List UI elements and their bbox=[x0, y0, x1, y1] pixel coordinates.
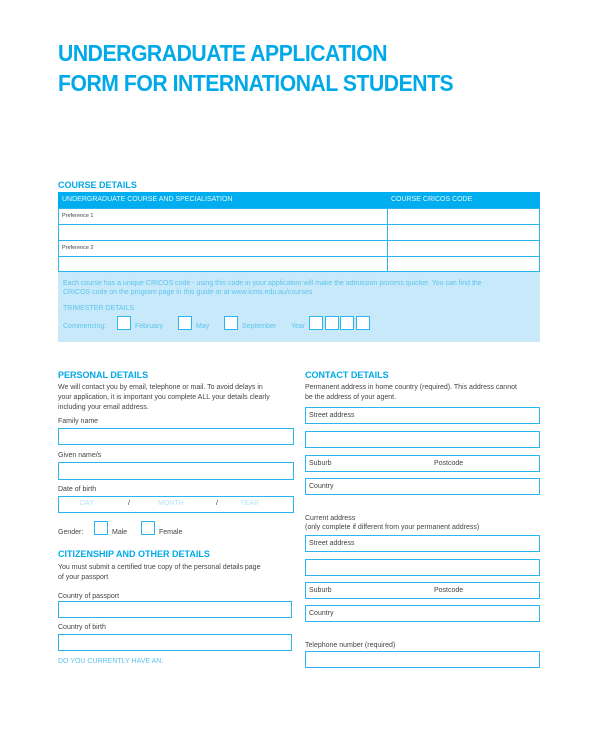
preference-1-course[interactable] bbox=[58, 208, 388, 225]
postcode-label: Postcode bbox=[434, 460, 464, 467]
given-names-label: Given name/s bbox=[58, 452, 102, 459]
gender-label: Gender: bbox=[58, 529, 84, 536]
dob-label: Date of birth bbox=[58, 486, 97, 493]
preference-2-cricos[interactable] bbox=[387, 240, 540, 257]
contact-text-1: Permanent address in home country (required). This address cannot bbox=[305, 384, 517, 391]
preference-1-cricos-line2[interactable] bbox=[387, 224, 540, 241]
current-suburb-postcode-input[interactable] bbox=[305, 582, 540, 599]
preference-1-label: Preference 1 bbox=[62, 213, 94, 219]
year-digit-4[interactable] bbox=[356, 316, 370, 330]
preference-2-cricos-line2[interactable] bbox=[387, 256, 540, 272]
country-label: Country bbox=[309, 483, 334, 490]
may-checkbox[interactable] bbox=[178, 316, 192, 330]
suburb-label: Suburb bbox=[309, 460, 332, 467]
cricos-note-1: Each course has a unique CRICOS code - using this code in your application will make the admission process quicker. You can find the bbox=[63, 280, 482, 287]
current-visa-question: DO YOU CURRENTLY HAVE AN: bbox=[58, 658, 164, 665]
passport-country-label: Country of passport bbox=[58, 593, 120, 600]
year-digit-3[interactable] bbox=[340, 316, 354, 330]
contact-details-heading: CONTACT DETAILS bbox=[305, 370, 389, 380]
family-name-label: Family name bbox=[58, 418, 99, 425]
current-street-line2-input[interactable] bbox=[305, 559, 540, 576]
cricos-note-2: CRICOS code on the program page in this guide or at www.icms.edu.au/courses bbox=[63, 289, 313, 296]
postcode-label: Postcode bbox=[434, 587, 464, 594]
country-label: Country bbox=[309, 610, 334, 617]
birth-country-input[interactable] bbox=[58, 634, 292, 651]
current-country-input[interactable] bbox=[305, 605, 540, 622]
personal-text-3: including your email address. bbox=[58, 404, 149, 411]
preference-1-cricos[interactable] bbox=[387, 208, 540, 225]
trimester-heading: TRIMESTER DETAILS bbox=[63, 305, 135, 312]
citizenship-heading: CITIZENSHIP AND OTHER DETAILS bbox=[58, 549, 210, 559]
current-address-note: (only complete if different from your permanent address) bbox=[305, 524, 480, 531]
citizenship-text-1: You must submit a certified true copy of the personal details page bbox=[58, 564, 261, 571]
birth-country-label: Country of birth bbox=[58, 624, 106, 631]
female-label: Female bbox=[159, 529, 183, 536]
dob-day-placeholder: DAY bbox=[80, 500, 94, 507]
family-name-input[interactable] bbox=[58, 428, 294, 445]
current-address-label: Current address bbox=[305, 515, 356, 522]
preference-2-course[interactable] bbox=[58, 240, 388, 257]
preference-2-course-line2[interactable] bbox=[58, 256, 388, 272]
september-label: September bbox=[242, 323, 277, 330]
col-course: UNDERGRADUATE COURSE AND SPECIALISATION bbox=[62, 196, 233, 203]
page-title: UNDERGRADUATE APPLICATION bbox=[58, 40, 388, 66]
male-checkbox[interactable] bbox=[94, 521, 108, 535]
year-digit-1[interactable] bbox=[309, 316, 323, 330]
telephone-input[interactable] bbox=[305, 651, 540, 668]
dob-slash-2: / bbox=[216, 500, 218, 507]
year-digit-2[interactable] bbox=[325, 316, 339, 330]
year-label: Year bbox=[291, 323, 306, 330]
telephone-label: Telephone number (required) bbox=[305, 642, 396, 649]
dob-input[interactable] bbox=[58, 496, 294, 513]
preference-2-label: Preference 2 bbox=[62, 245, 94, 251]
trimester-panel bbox=[58, 272, 540, 342]
personal-text-1: We will contact you by email, telephone or mail. To avoid delays in bbox=[58, 384, 263, 391]
permanent-street-line2-input[interactable] bbox=[305, 431, 540, 448]
preference-1-course-line2[interactable] bbox=[58, 224, 388, 241]
permanent-suburb-postcode-input[interactable] bbox=[305, 455, 540, 472]
february-checkbox[interactable] bbox=[117, 316, 131, 330]
dob-slash-1: / bbox=[128, 500, 130, 507]
dob-year-placeholder: YEAR bbox=[240, 500, 260, 507]
given-names-input[interactable] bbox=[58, 462, 294, 480]
permanent-street-input[interactable] bbox=[305, 407, 540, 424]
commencing-label: Commencing: bbox=[63, 323, 107, 330]
course-details-heading: COURSE DETAILS bbox=[58, 180, 137, 190]
may-label: May bbox=[196, 323, 210, 330]
personal-text-2: your application, it is important you complete ALL your details clearly bbox=[58, 394, 270, 401]
september-checkbox[interactable] bbox=[224, 316, 238, 330]
contact-text-2: be the address of your agent. bbox=[305, 394, 397, 401]
passport-country-input[interactable] bbox=[58, 601, 292, 618]
col-cricos: COURSE CRICOS CODE bbox=[391, 196, 473, 203]
suburb-label: Suburb bbox=[309, 587, 332, 594]
dob-month-placeholder: MONTH bbox=[158, 500, 184, 507]
street-label: Street address bbox=[309, 412, 355, 419]
male-label: Male bbox=[112, 529, 128, 536]
february-label: February bbox=[135, 323, 164, 330]
current-street-input[interactable] bbox=[305, 535, 540, 552]
page-subtitle: FORM FOR INTERNATIONAL STUDENTS bbox=[58, 70, 454, 96]
citizenship-text-2: of your passport bbox=[58, 574, 109, 581]
permanent-country-input[interactable] bbox=[305, 478, 540, 495]
course-table-header bbox=[58, 192, 540, 208]
personal-details-heading: PERSONAL DETAILS bbox=[58, 370, 149, 380]
female-checkbox[interactable] bbox=[141, 521, 155, 535]
street-label: Street address bbox=[309, 540, 355, 547]
